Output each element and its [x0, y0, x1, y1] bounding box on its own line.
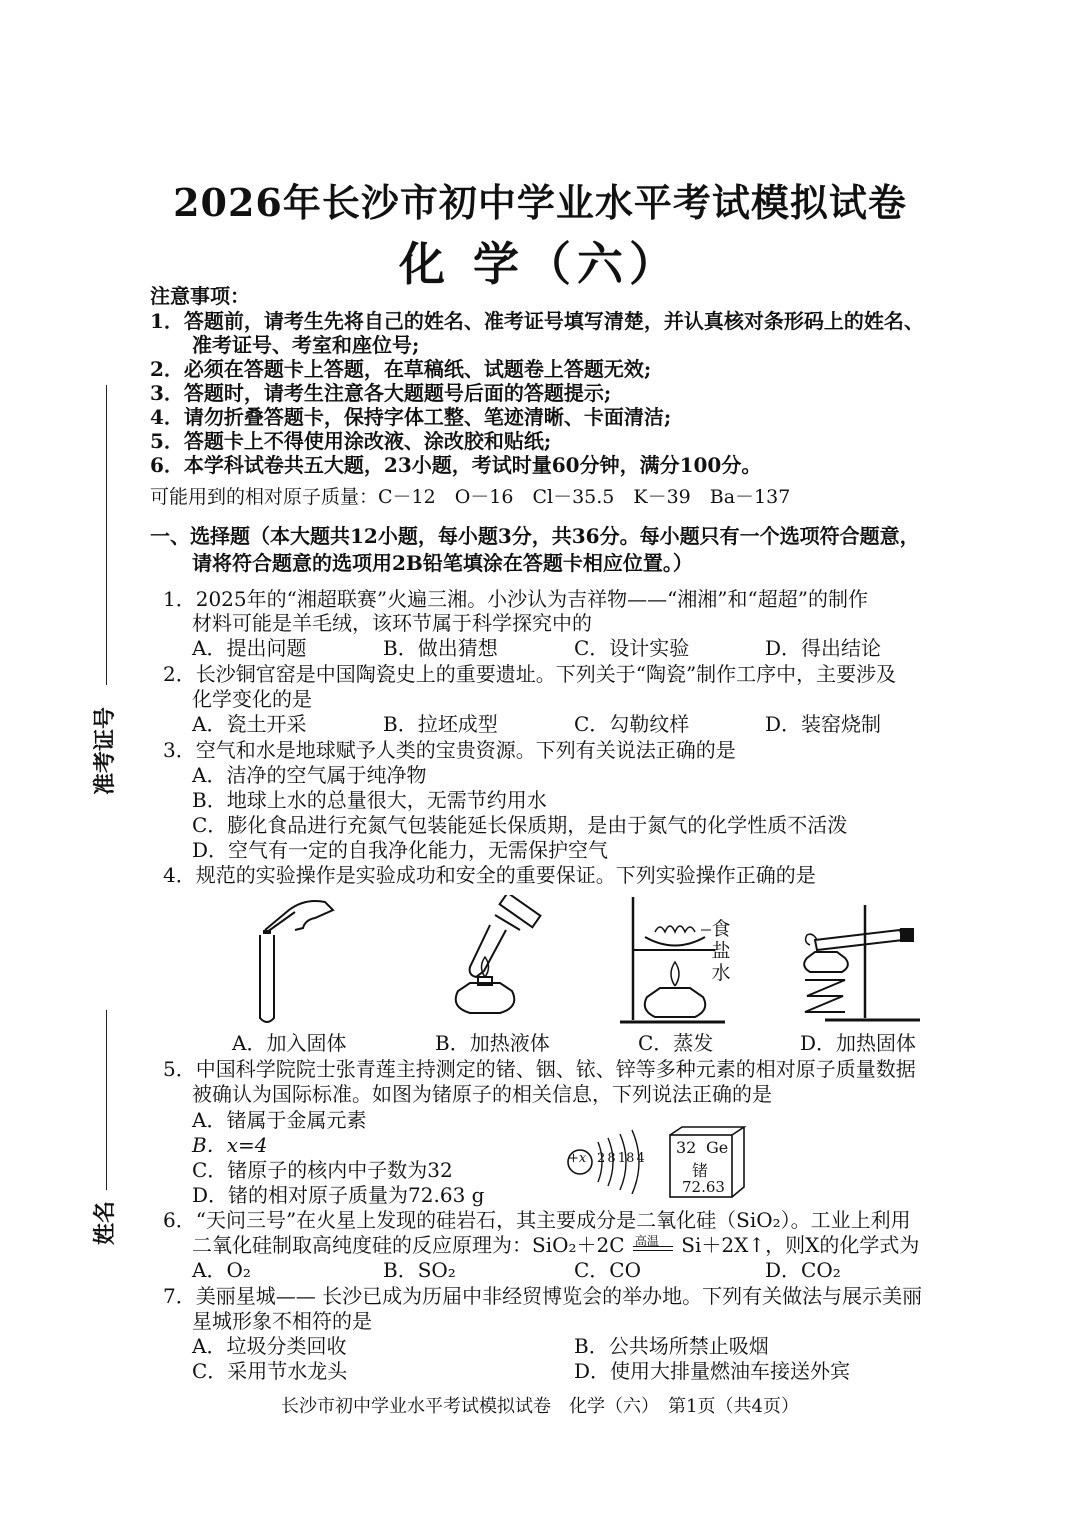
option: C．采用节水龙头	[192, 1359, 348, 1383]
option: C．CO	[574, 1258, 642, 1282]
exam-title: 2026年长沙市初中学业水平考试模拟试卷	[173, 180, 907, 225]
question-1: 1．2025年的“湘超联赛”火遍三湘。小沙认为吉祥物——“湘湘”和“超超”的制作	[163, 587, 868, 611]
reaction-condition: 高温	[634, 1234, 659, 1248]
option: D．得出结论	[765, 636, 882, 660]
figure-heat-solid	[795, 900, 925, 1032]
option: D．使用大排量燃油车接送外宾	[574, 1359, 851, 1383]
element-mass: 72.63	[682, 1178, 725, 1196]
subject-title: 化 学（六）	[398, 237, 681, 291]
option: D．CO₂	[765, 1258, 841, 1282]
side-label-name: 姓名	[92, 1200, 118, 1245]
figure-heat-liquid	[440, 895, 550, 1030]
option: D．加热固体	[800, 1031, 917, 1055]
question-6-cont	[192, 1232, 919, 1258]
reaction-right: Si＋2X↑，则X的化学式为	[681, 1233, 920, 1257]
notice-heading: 注意事项：	[150, 284, 250, 308]
option: C．膨化食品进行充氮气包装能延长保质期，是由于氮气的化学性质不活泼	[192, 813, 848, 837]
option: A．锗属于金属元素	[192, 1108, 367, 1132]
option: B．加热液体	[435, 1031, 550, 1055]
option: D．锗的相对原子质量为72.63 g	[192, 1183, 485, 1207]
notice-item: 5．答题卡上不得使用涂改液、涂改胶和贴纸;	[150, 429, 552, 453]
element-number: 32	[676, 1138, 697, 1157]
option: C．勾勒纹样	[574, 712, 690, 736]
element-name: 锗	[692, 1161, 709, 1180]
section-heading: 一、选择题（本大题共12小题，每小题3分，共36分。每小题只有一个选项符合题意，	[150, 524, 920, 548]
atomic-mass-line: 可能用到的相对原子质量：C－12 O－16 Cl－35.5 K－39 Ba－137	[150, 486, 791, 508]
option: B．地球上水的总量很大，无需节约用水	[192, 788, 547, 812]
figure-evaporation	[615, 892, 755, 1032]
option: C．蒸发	[638, 1031, 714, 1055]
reaction-left: 二氧化硅制取高纯度硅的反应原理为：SiO₂＋2C	[192, 1233, 625, 1257]
option: D．装窑烧制	[765, 712, 882, 736]
option: C．锗原子的核内中子数为32	[192, 1158, 453, 1182]
option: B．公共场所禁止吸烟	[574, 1334, 769, 1358]
figure-label-salt-water: 食盐水	[711, 918, 731, 984]
question-2: 2．长沙铜官窑是中国陶瓷史上的重要遗址。下列关于“陶瓷”制作工序中，主要涉及	[163, 662, 897, 686]
option: A．洁净的空气属于纯净物	[192, 763, 427, 787]
option: A．加入固体	[232, 1031, 347, 1055]
notice-item: 2．必须在答题卡上答题，在草稿纸、试题卷上答题无效;	[150, 357, 652, 381]
option: B．拉坯成型	[383, 712, 498, 736]
notice-item: 准考证号、考室和座位号;	[192, 333, 420, 357]
notice-item: 3．答题时，请考生注意各大题题号后面的答题提示;	[150, 381, 612, 405]
option: B．x=4	[192, 1133, 268, 1157]
option: D．空气有一定的自我净化能力，无需保护空气	[192, 838, 609, 862]
figure-add-solid	[245, 890, 345, 1030]
question-7-cont: 星城形象不相符的是	[192, 1309, 372, 1333]
side-line-mid	[106, 1010, 107, 1190]
question-2-cont: 化学变化的是	[192, 687, 312, 711]
question-5: 5．中国科学院院士张青莲主持测定的锗、铟、铱、锌等多种元素的相对原子质量数据	[163, 1057, 916, 1081]
side-label-exam-no: 准考证号	[92, 706, 118, 795]
question-7: 7．美丽星城—— 长沙已成为历届中非经贸博览会的举办地。下列有关做法与展示美丽	[163, 1284, 923, 1308]
question-6: 6．“天问三号”在火星上发现的硅岩石，其主要成分是二氧化硅（SiO₂）。工业上利用	[163, 1208, 911, 1232]
option: A．垃圾分类回收	[192, 1334, 347, 1358]
question-5-cont: 被确认为国际标准。如图为锗原子的相关信息，下列说法正确的是	[192, 1082, 772, 1106]
notice-item: 4．请勿折叠答题卡，保持字体工整、笔迹清晰、卡面清洁;	[150, 405, 672, 429]
notice-item: 6．本学科试卷共五大题，23小题，考试时量60分钟，满分100分。	[150, 453, 762, 477]
page-footer: 长沙市初中学业水平考试模拟试卷 化学（六） 第1页（共4页）	[281, 1396, 799, 1417]
question-1-cont: 材料可能是羊毛绒，该环节属于科学探究中的	[192, 611, 592, 635]
element-symbol: Ge	[706, 1138, 729, 1157]
option: A．提出问题	[192, 636, 307, 660]
option: A．瓷土开采	[192, 712, 307, 736]
question-4: 4．规范的实验操作是实验成功和安全的重要保证。下列实验操作正确的是	[163, 863, 816, 887]
side-line-top	[106, 385, 107, 685]
notice-item: 1．答题前，请考生先将自己的姓名、准考证号填写清楚，并认真核对条形码上的姓名、	[150, 309, 924, 333]
option: B．做出猜想	[383, 636, 498, 660]
option: C．设计实验	[574, 636, 690, 660]
section-heading-cont: 请将符合题意的选项用2B铅笔填涂在答题卡相应位置。）	[192, 551, 693, 575]
atom-nucleus-label: +x	[568, 1151, 587, 1166]
option: B．SO₂	[383, 1258, 456, 1282]
question-3: 3．空气和水是地球赋予人类的宝贵资源。下列有关说法正确的是	[163, 738, 736, 762]
atom-shells-label: 2 8 18 4	[597, 1151, 645, 1166]
option: A．O₂	[192, 1258, 251, 1282]
